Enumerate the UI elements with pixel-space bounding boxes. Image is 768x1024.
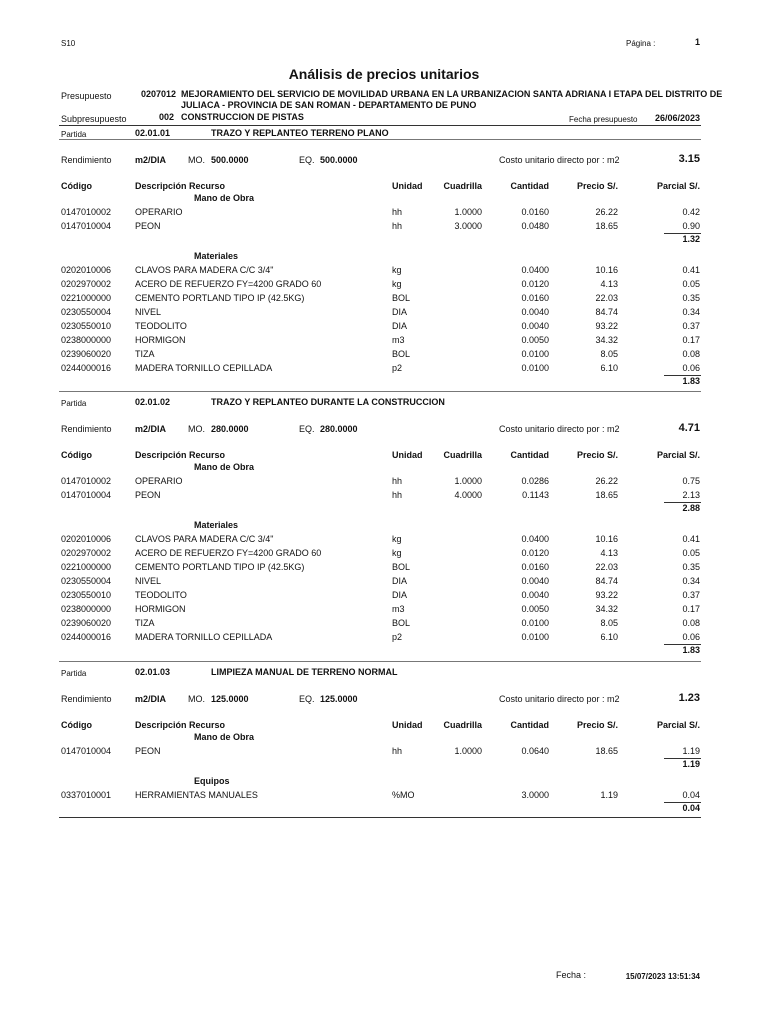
eq-label: EQ.: [299, 694, 315, 704]
cell-precio: 26.22: [595, 476, 618, 486]
cell-unidad: hh: [392, 746, 403, 756]
cell-descripcion: PEON: [135, 746, 161, 756]
cell-parcial: 0.06: [682, 632, 700, 642]
costo-unitario-value: 3.15: [678, 153, 700, 165]
cell-codigo: 0221000000: [61, 562, 112, 572]
col-header-parcial: Parcial S/.: [656, 181, 700, 191]
group-subtotal: 1.19: [682, 759, 700, 769]
costo-unitario-value: 1.23: [678, 692, 700, 704]
col-header-precio: Precio S/.: [576, 181, 618, 191]
partida-rule: [59, 139, 701, 140]
costo-unitario-label: Costo unitario directo por : m2: [499, 424, 620, 434]
cell-parcial: 0.08: [682, 349, 700, 359]
report-code: S10: [61, 39, 76, 48]
partida-rule: [59, 661, 701, 662]
partida-label: Partida: [61, 399, 87, 408]
mo-label: MO.: [188, 155, 205, 165]
cell-unidad: DIA: [392, 307, 408, 317]
cell-parcial: 0.42: [682, 207, 700, 217]
cell-unidad: BOL: [392, 562, 411, 572]
cell-cantidad: 0.0100: [521, 349, 549, 359]
cell-precio: 34.32: [595, 335, 618, 345]
cell-unidad: %MO: [392, 790, 415, 800]
partida-rule: [59, 391, 701, 392]
cell-parcial: 0.37: [682, 590, 700, 600]
cell-parcial: 0.90: [682, 221, 700, 231]
col-header-unidad: Unidad: [392, 450, 423, 460]
col-header-unidad: Unidad: [392, 181, 423, 191]
cell-codigo: 0147010004: [61, 221, 112, 231]
cell-unidad: kg: [392, 279, 402, 289]
cell-codigo: 0202970002: [61, 548, 112, 558]
cell-unidad: DIA: [392, 590, 408, 600]
col-header-unidad: Unidad: [392, 720, 423, 730]
cell-codigo: 0244000016: [61, 632, 112, 642]
cell-cantidad: 0.0160: [521, 293, 549, 303]
cell-codigo: 0239060020: [61, 349, 112, 359]
cell-descripcion: MADERA TORNILLO CEPILLADA: [135, 363, 273, 373]
cell-cantidad: 0.0160: [521, 562, 549, 572]
mo-value: 280.0000: [211, 424, 249, 434]
cell-precio: 6.10: [600, 632, 618, 642]
rendimiento-unit: m2/DIA: [135, 155, 167, 165]
cell-descripcion: PEON: [135, 221, 161, 231]
fecha-label: Fecha :: [556, 970, 587, 980]
cell-descripcion: CLAVOS PARA MADERA C/C 3/4": [135, 265, 274, 275]
cell-descripcion: HORMIGON: [135, 335, 186, 345]
cell-descripcion: MADERA TORNILLO CEPILLADA: [135, 632, 273, 642]
cell-precio: 34.32: [595, 604, 618, 614]
mo-label: MO.: [188, 694, 205, 704]
cell-precio: 22.03: [595, 562, 618, 572]
cell-descripcion: TIZA: [135, 349, 155, 359]
cell-precio: 18.65: [595, 746, 618, 756]
end-rule: [59, 817, 701, 818]
cell-cantidad: 0.0050: [521, 335, 549, 345]
eq-label: EQ.: [299, 424, 315, 434]
cell-unidad: BOL: [392, 618, 411, 628]
cell-unidad: BOL: [392, 293, 411, 303]
col-header-cuadrilla: Cuadrilla: [443, 181, 482, 191]
cell-cantidad: 0.0040: [521, 321, 549, 331]
cell-cantidad: 0.0100: [521, 363, 549, 373]
cell-unidad: hh: [392, 476, 403, 486]
partida-name: LIMPIEZA MANUAL DE TERRENO NORMAL: [211, 667, 398, 677]
cell-codigo: 0230550010: [61, 321, 112, 331]
presupuesto-line-2: JULIACA - PROVINCIA DE SAN ROMAN - DEPARTAMENTO DE PUNO: [181, 100, 477, 110]
cell-unidad: kg: [392, 265, 402, 275]
cell-precio: 8.05: [600, 618, 618, 628]
cell-codigo: 0239060020: [61, 618, 112, 628]
cell-codigo: 0221000000: [61, 293, 112, 303]
group-subtotal: 1.83: [682, 645, 700, 655]
costo-unitario-value: 4.71: [678, 422, 700, 434]
cell-codigo: 0147010004: [61, 746, 112, 756]
cell-codigo: 0230550004: [61, 307, 112, 317]
cell-descripcion: HERRAMIENTAS MANUALES: [135, 790, 258, 800]
cell-unidad: m3: [392, 604, 405, 614]
cell-descripcion: ACERO DE REFUERZO FY=4200 GRADO 60: [135, 548, 322, 558]
cell-parcial: 0.05: [682, 548, 700, 558]
cell-precio: 93.22: [595, 321, 618, 331]
col-header-descripcion: Descripción Recurso: [135, 720, 226, 730]
cell-cantidad: 0.0040: [521, 590, 549, 600]
page-label: Página :: [626, 39, 656, 48]
page-title: Análisis de precios unitarios: [288, 66, 480, 82]
partida-label: Partida: [61, 130, 87, 139]
rendimiento-unit: m2/DIA: [135, 424, 167, 434]
col-header-cantidad: Cantidad: [510, 720, 549, 730]
cell-codigo: 0147010004: [61, 490, 112, 500]
cell-parcial: 0.17: [682, 335, 700, 345]
cell-descripcion: OPERARIO: [135, 207, 183, 217]
resource-group-title: Mano de Obra: [194, 732, 255, 742]
cell-codigo: 0202970002: [61, 279, 112, 289]
resource-group-title: Materiales: [194, 520, 239, 530]
costo-unitario-label: Costo unitario directo por : m2: [499, 155, 620, 165]
cell-precio: 93.22: [595, 590, 618, 600]
resource-group-title: Mano de Obra: [194, 462, 255, 472]
eq-value: 500.0000: [320, 155, 358, 165]
cell-cantidad: 0.1143: [522, 490, 549, 500]
cell-codigo: 0238000000: [61, 335, 112, 345]
presupuesto-code: 0207012: [141, 89, 177, 99]
cell-cantidad: 0.0100: [521, 632, 549, 642]
rendimiento-label: Rendimiento: [61, 694, 112, 704]
cell-precio: 1.19: [600, 790, 618, 800]
cell-parcial: 0.17: [682, 604, 700, 614]
cell-codigo: 0244000016: [61, 363, 112, 373]
cell-codigo: 0202010006: [61, 265, 112, 275]
cell-cantidad: 0.0040: [521, 307, 549, 317]
fecha-value: 15/07/2023 13:51:34: [625, 972, 700, 981]
cell-precio: 84.74: [595, 576, 618, 586]
partida-code: 02.01.01: [135, 128, 171, 138]
col-header-codigo: Código: [61, 720, 92, 730]
cell-descripcion: NIVEL: [135, 576, 162, 586]
subpresupuesto-code: 002: [159, 112, 175, 122]
cell-parcial: 0.35: [682, 293, 700, 303]
cell-unidad: m3: [392, 335, 405, 345]
rendimiento-label: Rendimiento: [61, 424, 112, 434]
cell-unidad: DIA: [392, 576, 408, 586]
cell-cantidad: 0.0640: [521, 746, 549, 756]
costo-unitario-label: Costo unitario directo por : m2: [499, 694, 620, 704]
header-rule: [59, 125, 701, 126]
col-header-precio: Precio S/.: [576, 720, 618, 730]
eq-label: EQ.: [299, 155, 315, 165]
cell-cuadrilla: 3.0000: [454, 221, 482, 231]
cell-descripcion: TIZA: [135, 618, 155, 628]
cell-precio: 26.22: [595, 207, 618, 217]
subpresupuesto-name: CONSTRUCCION DE PISTAS: [181, 112, 304, 122]
cell-cantidad: 0.0400: [521, 265, 549, 275]
group-subtotal: 1.83: [682, 376, 700, 386]
col-header-cantidad: Cantidad: [510, 181, 549, 191]
cell-descripcion: TEODOLITO: [135, 321, 187, 331]
presupuesto-label: Presupuesto: [61, 91, 112, 101]
cell-precio: 22.03: [595, 293, 618, 303]
fecha-presupuesto-label: Fecha presupuesto: [569, 115, 638, 124]
cell-unidad: DIA: [392, 321, 408, 331]
cell-cuadrilla: 4.0000: [454, 490, 482, 500]
cell-descripcion: PEON: [135, 490, 161, 500]
cell-parcial: 2.13: [682, 490, 700, 500]
cell-precio: 10.16: [595, 534, 618, 544]
mo-value: 500.0000: [211, 155, 249, 165]
cell-codigo: 0202010006: [61, 534, 112, 544]
cell-parcial: 0.04: [682, 790, 700, 800]
cell-precio: 84.74: [595, 307, 618, 317]
page-number: 1: [694, 37, 700, 47]
cell-precio: 10.16: [595, 265, 618, 275]
cell-codigo: 0230550004: [61, 576, 112, 586]
cell-unidad: hh: [392, 221, 403, 231]
cell-parcial: 0.34: [682, 576, 700, 586]
cell-parcial: 0.41: [682, 265, 700, 275]
cell-parcial: 0.05: [682, 279, 700, 289]
cell-unidad: p2: [392, 363, 403, 373]
cell-cuadrilla: 1.0000: [454, 746, 482, 756]
cell-descripcion: HORMIGON: [135, 604, 186, 614]
cell-descripcion: CEMENTO PORTLAND TIPO IP (42.5KG): [135, 293, 305, 303]
cell-cantidad: 0.0480: [521, 221, 549, 231]
group-subtotal: 1.32: [682, 234, 700, 244]
cell-cantidad: 0.0400: [521, 534, 549, 544]
cell-unidad: BOL: [392, 349, 411, 359]
cell-cantidad: 0.0120: [521, 279, 549, 289]
fecha-presupuesto: 26/06/2023: [654, 113, 700, 123]
cell-unidad: p2: [392, 632, 403, 642]
cell-descripcion: NIVEL: [135, 307, 162, 317]
col-header-codigo: Código: [61, 450, 92, 460]
cell-codigo: 0238000000: [61, 604, 112, 614]
cell-parcial: 0.35: [682, 562, 700, 572]
cell-descripcion: TEODOLITO: [135, 590, 187, 600]
col-header-cuadrilla: Cuadrilla: [443, 450, 482, 460]
cell-precio: 4.13: [600, 548, 618, 558]
cell-cantidad: 3.0000: [521, 790, 549, 800]
cell-cantidad: 0.0120: [521, 548, 549, 558]
cell-codigo: 0230550010: [61, 590, 112, 600]
cell-cantidad: 0.0160: [521, 207, 549, 217]
cell-precio: 8.05: [600, 349, 618, 359]
cell-descripcion: CEMENTO PORTLAND TIPO IP (42.5KG): [135, 562, 305, 572]
resource-group-title: Materiales: [194, 251, 239, 261]
cell-cantidad: 0.0286: [521, 476, 549, 486]
resource-group-title: Equipos: [194, 776, 230, 786]
col-header-cantidad: Cantidad: [510, 450, 549, 460]
cell-cuadrilla: 1.0000: [454, 476, 482, 486]
group-subtotal: 2.88: [682, 503, 700, 513]
cell-unidad: hh: [392, 490, 403, 500]
col-header-descripcion: Descripción Recurso: [135, 450, 226, 460]
partida-code: 02.01.03: [135, 667, 171, 677]
partida-label: Partida: [61, 669, 87, 678]
rendimiento-unit: m2/DIA: [135, 694, 167, 704]
partida-code: 02.01.02: [135, 397, 171, 407]
cell-precio: 6.10: [600, 363, 618, 373]
col-header-descripcion: Descripción Recurso: [135, 181, 226, 191]
cell-parcial: 0.06: [682, 363, 700, 373]
cell-precio: 4.13: [600, 279, 618, 289]
cell-parcial: 0.08: [682, 618, 700, 628]
col-header-parcial: Parcial S/.: [656, 450, 700, 460]
cell-parcial: 1.19: [682, 746, 700, 756]
cell-descripcion: ACERO DE REFUERZO FY=4200 GRADO 60: [135, 279, 322, 289]
subpresupuesto-label: Subpresupuesto: [61, 114, 127, 124]
cell-codigo: 0147010002: [61, 207, 112, 217]
eq-value: 280.0000: [320, 424, 358, 434]
cell-parcial: 0.75: [682, 476, 700, 486]
eq-value: 125.0000: [320, 694, 358, 704]
cell-unidad: kg: [392, 534, 402, 544]
partida-name: TRAZO Y REPLANTEO DURANTE LA CONSTRUCCION: [211, 397, 445, 407]
cell-precio: 18.65: [595, 221, 618, 231]
cell-precio: 18.65: [595, 490, 618, 500]
cell-unidad: hh: [392, 207, 403, 217]
resource-group-title: Mano de Obra: [194, 193, 255, 203]
cell-cantidad: 0.0050: [521, 604, 549, 614]
rendimiento-label: Rendimiento: [61, 155, 112, 165]
presupuesto-line-1: MEJORAMIENTO DEL SERVICIO DE MOVILIDAD URBANA EN LA URBANIZACION SANTA ADRIANA I ETAPA DEL DISTRITO DE: [181, 89, 723, 99]
col-header-codigo: Código: [61, 181, 92, 191]
cell-parcial: 0.34: [682, 307, 700, 317]
cell-cuadrilla: 1.0000: [454, 207, 482, 217]
cell-cantidad: 0.0040: [521, 576, 549, 586]
cell-parcial: 0.37: [682, 321, 700, 331]
cell-parcial: 0.41: [682, 534, 700, 544]
col-header-cuadrilla: Cuadrilla: [443, 720, 482, 730]
cell-unidad: kg: [392, 548, 402, 558]
group-subtotal: 0.04: [682, 803, 700, 813]
partida-name: TRAZO Y REPLANTEO TERRENO PLANO: [211, 128, 389, 138]
cell-codigo: 0147010002: [61, 476, 112, 486]
col-header-precio: Precio S/.: [576, 450, 618, 460]
mo-value: 125.0000: [211, 694, 249, 704]
col-header-parcial: Parcial S/.: [656, 720, 700, 730]
cell-descripcion: OPERARIO: [135, 476, 183, 486]
mo-label: MO.: [188, 424, 205, 434]
cell-descripcion: CLAVOS PARA MADERA C/C 3/4": [135, 534, 274, 544]
cell-codigo: 0337010001: [61, 790, 112, 800]
cell-cantidad: 0.0100: [521, 618, 549, 628]
